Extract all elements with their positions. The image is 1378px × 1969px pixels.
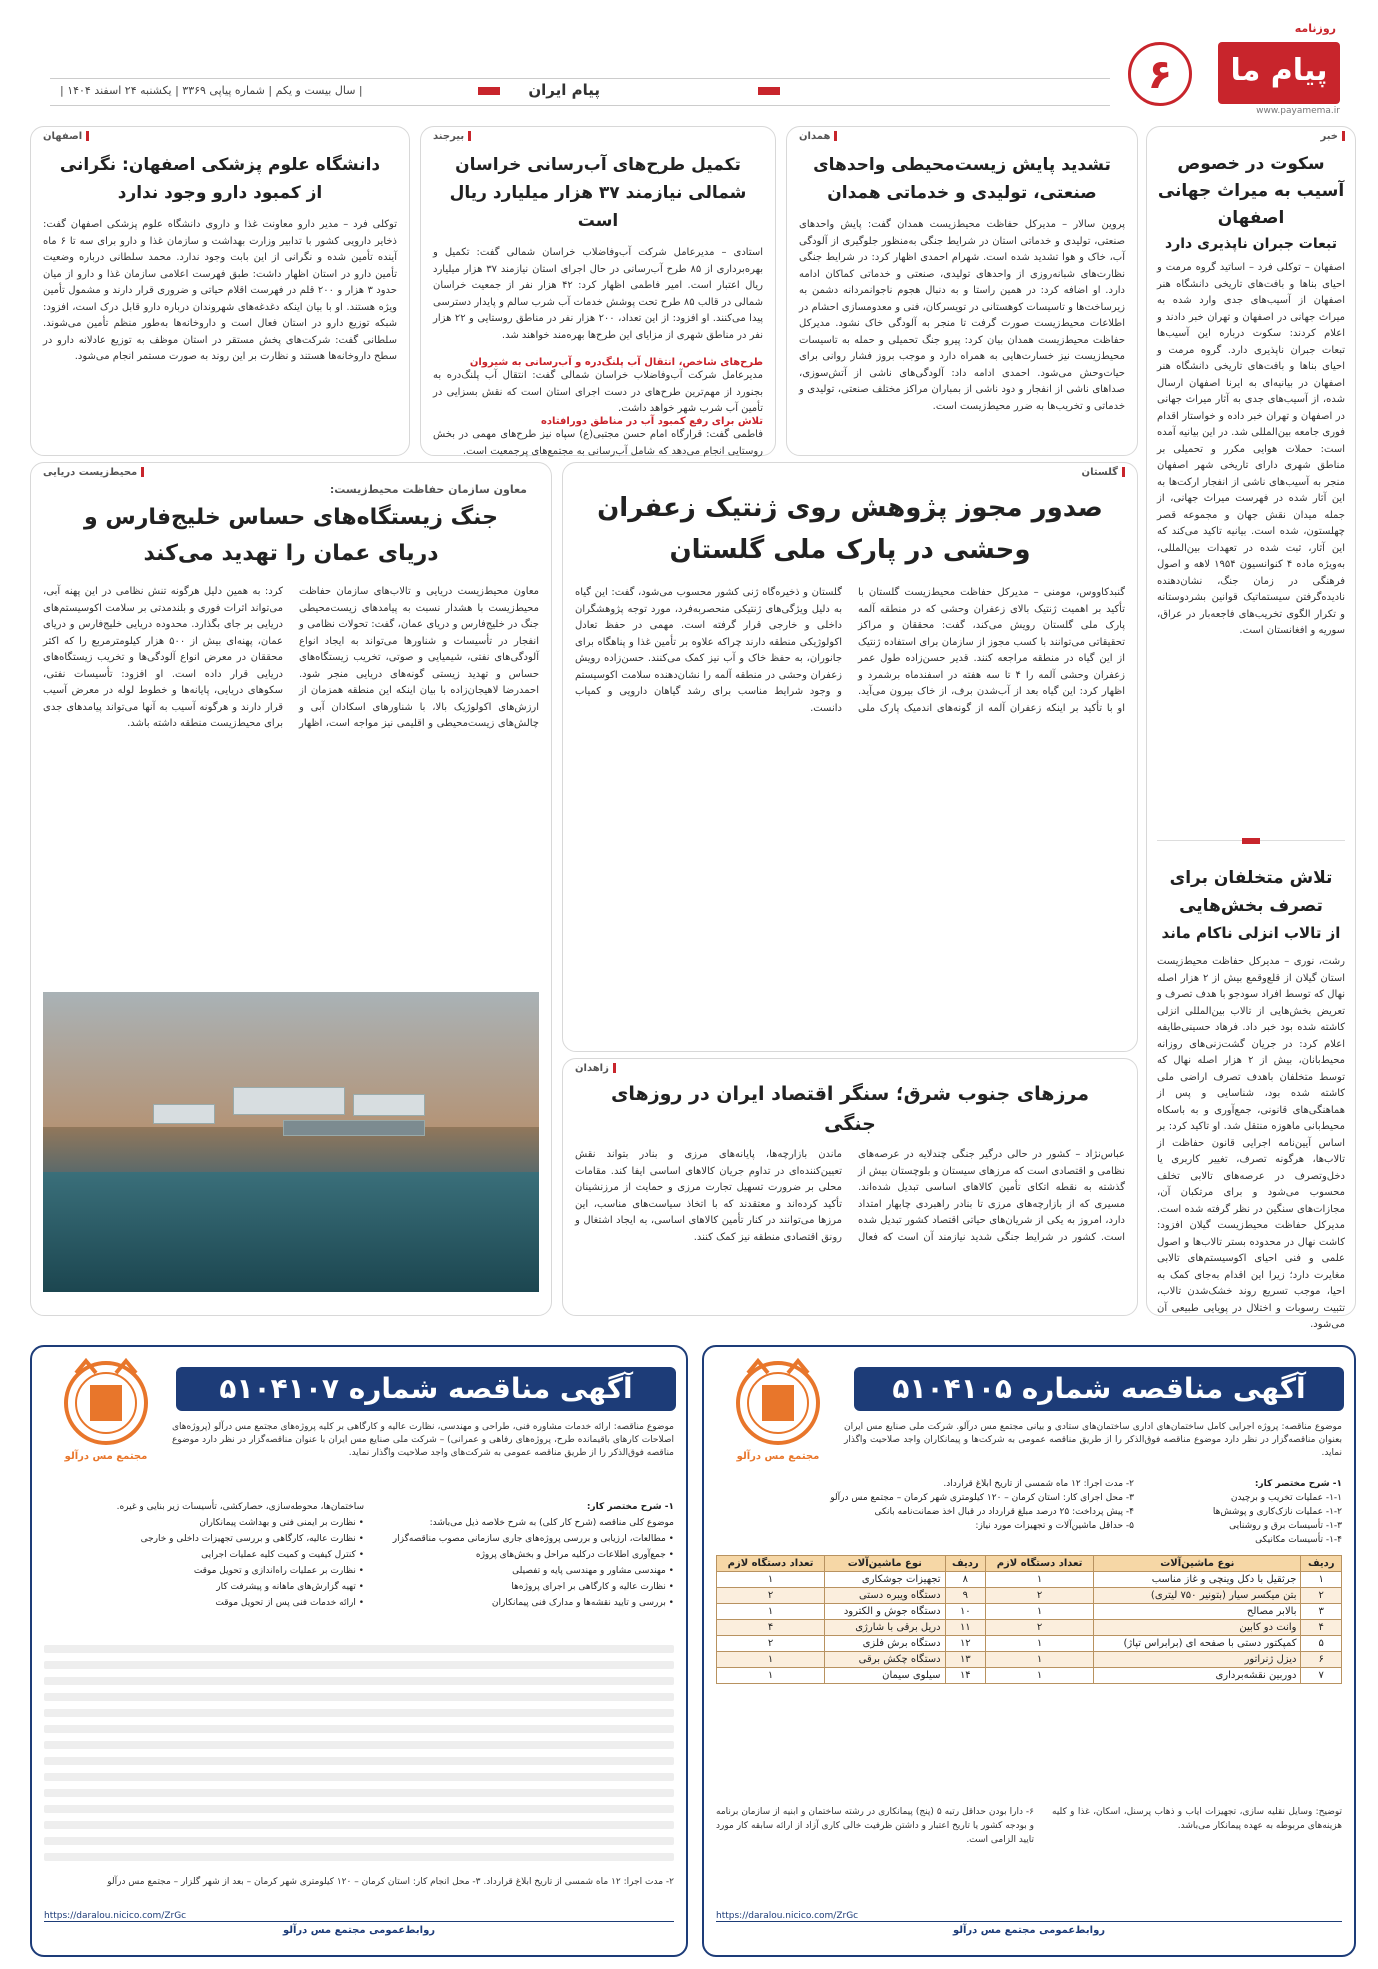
scope-item: • نظارت عالیه و کارگاهی بر اجرای پروژه‌ها	[511, 1582, 674, 1592]
section-tag: همدان	[799, 131, 837, 142]
article-zahedan	[562, 1058, 1138, 1316]
tender-intro: موضوع مناقصه: پروژه اجرایی کامل ساختمان‌های اداری ساختمان‌های ستادی و بیانی مجتمع مس درآلو. شرکت ملی صنایع مس ایران بعنوان مناقصه‌گزار در نظر دارد موضوع مناقصه فوق‌الذکر را از طریق مناقصه عمومی به شرکت‌ها و پیمانکاران واجد صلاحیت واگذار نماید.	[844, 1422, 1342, 1458]
table-cell: ۲	[1301, 1588, 1342, 1604]
table-cell: ۱	[717, 1668, 825, 1684]
table-row	[717, 1652, 1342, 1668]
col-header: تعداد دستگاه لازم	[717, 1556, 825, 1572]
article-headline[interactable]: صدور مجوز پژوهش روی ژنتیک زعفران وحشی در پارک ملی گلستان	[597, 493, 1103, 565]
scope-item: • نظارت بر ایمنی فنی و بهداشت پیمانکاران	[199, 1518, 364, 1528]
article-body: گنبدکاووس، مومنی – مدیرکل حفاظت محیط‌زیست گلستان با تأکید بر اهمیت ژنتیک بالای زعفران وحشی که در منطقه آلمه پارک ملی گلستان رویش می‌کند، گفت: محققان و مراکز تحقیقاتی می‌توانند با کسب مجوز از سازمان برای استفاده ژنتیک از این گیاه در منطقه مراجعه کنند. قدیر حسن‌زاده طول عمر زعفران وحشی آلمه را ۴ تا سه هفته در اسفندماه برشمرد و اظهار کرد: این گیاه بعد از آب‌شدن برف، از خاک بیرون می‌آید. او با تأکید بر اینکه زعفران آلمه از گونه‌های اندمیک پارک ملی گلستان و ذخیره‌گاه ژنی کشور محسوب می‌شود، گفت: این گیاه به دلیل ویژگی‌های ژنتیکی منحصربه‌فرد، مورد توجه پژوهشگران داخلی و خارجی قرار گرفته است. مهمی در حفظ تعادل اکولوژیکی منطقه دارند چراکه علاوه بر تأمین غذا و پناهگاه برای جانوران، به حفظ خاک و آب نیز کمک می‌کنند. حسن‌زاده رویش زعفران وحشی در منطقه آلمه را نشان‌دهنده سلامت اکوسیستم و وجود شرایط مناسب برای رشد گیاهان دارویی و کمیاب دانست.	[575, 587, 1125, 714]
newspaper-label: روزنامه	[1294, 22, 1336, 35]
fine-print-line	[44, 1853, 674, 1861]
section-tag: اصفهان	[43, 131, 89, 142]
masthead	[50, 22, 1340, 116]
term-item: ۵- حداقل ماشین‌آلات و تجهیزات مورد نیاز:	[975, 1521, 1134, 1531]
table-cell: دوربین نقشه‌برداری	[1094, 1668, 1301, 1684]
table-cell: دریل برقی با شارژی	[825, 1620, 946, 1636]
article-persian-gulf	[30, 462, 552, 1316]
tender-footer: روابط‌عمومی مجتمع مس درآلو	[716, 1921, 1342, 1945]
table-cell: ۱	[986, 1652, 1094, 1668]
table-cell: ۱۱	[945, 1620, 986, 1636]
scope-item: • تهیه گزارش‌های ماهانه و پیشرفت کار	[216, 1582, 364, 1592]
article-body-columns	[563, 585, 1137, 1045]
section-tag: محیط‌زیست دریایی	[43, 467, 144, 478]
fine-print-line	[44, 1677, 674, 1685]
table-body	[717, 1572, 1342, 1684]
table-cell: ۱۲	[945, 1636, 986, 1652]
copper-emblem-icon	[52, 1355, 160, 1473]
table-cell: ۲	[986, 1588, 1094, 1604]
col-header: تعداد دستگاه لازم	[986, 1556, 1094, 1572]
table-row	[717, 1668, 1342, 1684]
tender-ad-left	[30, 1345, 688, 1957]
table-cell: ۱	[986, 1572, 1094, 1588]
table-cell: ۱	[986, 1604, 1094, 1620]
table-cell: ۲	[717, 1588, 825, 1604]
table-header-row	[717, 1556, 1342, 1572]
article2-body: رشت، نوری – مدیرکل حفاظت محیط‌زیست استان گیلان از قلع‌وقمع بیش از ۲ هزار اصله نهال که توسط افراد سودجو با هدف تصرف و تعریض بخش‌هایی از تالاب بین‌المللی انزلی کاشته شده بود خبر داد. فرهاد حسینی‌طایفه اعلام کرد: در جریان گشت‌زنی‌های روزانه محیط‌بانان، بیش از ۲ هزار اصله نهال که توسط متخلفان باهدف تصرف اراضی ملی کاشته شده بود، شناسایی و پس از هماهنگی‌های قانونی، جمع‌آوری و به باسکاه محیط‌بانی ماهوزه منتقل شد. او تاکید کرد: بر اساس آیین‌نامه اجرایی قانون حفاظت از تالاب‌ها، هرگونه تصرف، تغییر کاربری یا دخل‌وتصرف در عرصه‌های تالابی تخلف محسوب می‌شود و برای مرتکبان آن، مجازات‌های سنگین در نظر گرفته شده است. مدیرکل حفاظت محیط‌زیست گیلان افزود: کاشت نهال در محدوده بستر تالاب‌ها و اصول علمی و فنی احیای اکوسیستم‌های تالابی مغایرت دارد؛ زیرا این اقدام به‌جای کمک به احیا، موجب تسریع روند خشک‌شدن تالاب، تثبیت رسوبات و اختلال در پویایی طبیعی آن می‌شود.	[1157, 956, 1346, 1330]
issue-info: | سال بیست و یکم | شماره پیاپی ۳۳۶۹ | یکشنبه ۲۴ اسفند ۱۴۰۴ |	[60, 84, 363, 97]
table-cell: ۱	[1301, 1572, 1342, 1588]
table-row	[717, 1572, 1342, 1588]
scope-item: • نظارت بر عملیات راه‌اندازی و تحویل موقت	[193, 1566, 364, 1576]
fine-print-line	[44, 1821, 674, 1829]
scope-item: موضوع کلی مناقصه (شرح کار کلی) به شرح خلاصه ذیل می‌باشد:	[429, 1518, 674, 1528]
news-column-right	[1146, 126, 1356, 1330]
scope-item: ۱-۳- تأسیسات برق و روشنایی	[1229, 1521, 1342, 1531]
emblem-brand: مجتمع مس درآلو	[64, 1451, 148, 1462]
photo-building	[353, 1094, 425, 1116]
scope-item: • مهندسی مشاور و مهندسی پایه و تفصیلی	[512, 1566, 674, 1576]
section-tag: زاهدان	[575, 1063, 616, 1074]
table-cell: دستگاه برش فلزی	[825, 1636, 946, 1652]
article-body-2: مدیرعامل شرکت آب‌وفاضلاب خراسان شمالی گفت: انتقال آب پلنگ‌دره به بجنورد از مهم‌ترین طرح‌های در دست اجرای استان است که نقش بسزایی در تأمین آب شرب شهر خواهد داشت.	[433, 370, 763, 414]
article-subheadline: تبعات جبران ناپذیری دارد	[1165, 236, 1337, 252]
photo-water	[43, 1172, 539, 1292]
table-cell: ۵	[1301, 1636, 1342, 1652]
article-subhead: طرح‌های شاخص، انتقال آب پلنگ‌دره و آب‌رسانی به شیروان	[469, 357, 763, 368]
scope-item: ۱- شرح مختصر کار:	[1254, 1479, 1342, 1489]
article-headline[interactable]: جنگ زیستگاه‌های حساس خلیج‌فارس و دریای عمان را تهدید می‌کند	[84, 505, 498, 566]
table-cell: ۱	[717, 1572, 825, 1588]
table-cell: دستگاه چکش برقی	[825, 1652, 946, 1668]
table-cell: ۶	[1301, 1652, 1342, 1668]
table-cell: دیزل ژنراتور	[1094, 1652, 1301, 1668]
table-row	[717, 1588, 1342, 1604]
fine-print-line	[44, 1757, 674, 1765]
article-headline[interactable]: سکوت در خصوص آسیب به میراث جهانی اصفهان	[1157, 154, 1345, 228]
newspaper-logo: پیام ما	[1218, 42, 1340, 104]
table-cell: کمپکتور دستی با صفحه ای (برابراس تپاژ)	[1094, 1636, 1301, 1652]
table-cell: ۱	[717, 1652, 825, 1668]
tender-link[interactable]: https://daralou.nicico.com/ZrGc	[716, 1911, 859, 1921]
equipment-table	[716, 1555, 1342, 1684]
emblem-brand: مجتمع مس درآلو	[736, 1451, 820, 1462]
scope-item: • جمع‌آوری اطلاعات درکلیه مراحل و بخش‌های پروژه	[475, 1550, 674, 1560]
coastal-facility-photo	[43, 992, 539, 1292]
tender-conditions: توضیح: وسایل نقلیه سازی، تجهیزات ایاب و ذهاب پرسنل، اسکان، غذا و کلیه هزینه‌های مربوطه به عهده پیمانکار می‌باشد.	[1052, 1807, 1342, 1831]
article-birjand	[420, 126, 776, 456]
tender-scope-list	[1152, 1477, 1342, 1547]
site-url[interactable]: www.payamema.ir	[1256, 106, 1340, 116]
table-row	[717, 1636, 1342, 1652]
scope-item: ۱-۱- عملیات تخریب و برچیدن	[1230, 1493, 1342, 1503]
table-cell: ۴	[717, 1620, 825, 1636]
scope-item: • ارائه خدمات فنی پس از تحویل موقت	[215, 1598, 364, 1608]
tender-link[interactable]: https://daralou.nicico.com/ZrGc	[44, 1911, 187, 1921]
photo-building	[153, 1104, 215, 1124]
tender-title: آگهی مناقصه شماره ۵۱۰۴۱۰۷	[176, 1367, 676, 1411]
tender-notes: ۶- دارا بودن حداقل رتبه ۵ (پنج) پیمانکاری در رشته ساختمان و ابنیه از سازمان برنامه و بودجه کشور یا تاریخ اعتبار و داشتن ظرفیت خالی کاری آزاد از ارائه سابقه کار مورد تایید الزامی است.	[716, 1807, 1034, 1845]
fine-print-line	[44, 1725, 674, 1733]
table-cell: ۱	[717, 1604, 825, 1620]
article-body-columns	[563, 1147, 1137, 1337]
article-headline[interactable]: مرزهای جنوب شرق؛ سنگر اقتصاد ایران در روزهای جنگی	[610, 1083, 1089, 1135]
fine-print-line	[44, 1837, 674, 1845]
table-cell: ۱	[986, 1668, 1094, 1684]
scope-item: • کنترل کیفیت و کمیت کلیه عملیات اجرایی	[201, 1550, 364, 1560]
scope-item: ۱-۲- عملیات نازک‌کاری و پوشش‌ها	[1212, 1507, 1342, 1517]
article-body: پروین سالار – مدیرکل حفاظت محیط‌زیست همدان گفت: پایش واحدهای صنعتی، تولیدی و خدماتی استان در شرایط جنگی به‌منظور جلوگیری از آلودگی آب، خاک و هوا تشدید شده است. شهرام احمدی اظهار کرد: در شرایط جنگی نظارت‌های شبانه‌روزی از واحدهای تولیدی، صنعتی و خدماتی کماکان ادامه دارد. او اضافه کرد: در همین راستا و به دنبال هجوم ناجوانمردانه دشمن به زیرساخت‌ها و تاسیسات کوهستانی در تویسرکان، فنی و معدومسازی احشام در اطلاعات محیط‌زیست صورت گرفت تا منجر به آلودگی خاک نشود. مدیرکل حفاظت محیط‌زیست همدان بیان کرد: پیرو جنگ تحمیلی و حمله به تاسیسات محیط‌زیست نیز خسارت‌هایی به همراه دارد و موجب بروز فشار روانی برای حیات‌وحش می‌شود. احمدی ادامه داد: آلودگی‌های ناشی از آتش‌سوزی، صداهای ناشی از انفجار و دود ناشی از بمباران مراکز مختلف صنعتی، تولیدی و خدماتی و تخریب‌ها به ضرر محیط‌زیست است.	[799, 219, 1125, 412]
article-subhead-2: تلاش برای رفع کمبود آب در مناطق دورافتاده	[540, 416, 763, 427]
table-cell: دستگاه جوش و الکترود	[825, 1604, 946, 1620]
tender-terms-list	[716, 1477, 1134, 1533]
scope-item: • بررسی و تایید نقشه‌ها و مدارک فنی پیمانکاران	[491, 1598, 674, 1608]
article-body: استادی – مدیرعامل شرکت آب‌وفاضلاب خراسان شمالی گفت: تکمیل و بهره‌برداری از ۸۵ طرح آب‌رسانی در حال اجرای استان نیازمند ۳۷ هزار میلیارد ریال اعتبار است. امیر فاطمی اظهار کرد: ۴۲ هزار نفر از جمعیت خراسان شمالی در قالب ۸۵ طرح تحت پوشش خدمات آب شرب سالم و پایدار دسترسی پیدا می‌کنند. او افزود: از این تعداد، ۲۰۰ هزار نفر در مناطق روستایی و ۲۲ هزار نفر در مناطق شهری از مزایای این طرح‌ها بهره‌مند خواهند شد.	[433, 247, 764, 341]
fine-print-line	[44, 1709, 674, 1717]
scope-item: ۱- شرح مختصر کار:	[586, 1502, 674, 1512]
article-headline[interactable]: دانشگاه علوم پزشکی اصفهان: نگرانی از کمبود دارو وجود ندارد	[59, 155, 381, 203]
fine-print-line	[44, 1805, 674, 1813]
photo-building	[233, 1087, 345, 1115]
term-item: ۲- مدت اجرا: ۱۲ ماه شمسی از تاریخ ابلاغ قرارداد.	[943, 1479, 1134, 1489]
section-tag: گلستان	[1082, 467, 1125, 478]
col-header: ردیف	[945, 1556, 986, 1572]
table-cell: ۲	[717, 1636, 825, 1652]
table-row	[717, 1604, 1342, 1620]
table-cell: ۳	[1301, 1604, 1342, 1620]
article-body-columns	[31, 584, 551, 982]
article-headline[interactable]: تکمیل طرح‌های آب‌رسانی خراسان شمالی نیازمند ۳۷ هزار میلیارد ریال است	[449, 155, 747, 231]
term-item: ۴- پیش پرداخت: ۲۵ درصد مبلغ قرارداد در قبال اخذ ضمانت‌نامه بانکی	[874, 1507, 1134, 1517]
table-cell: ۷	[1301, 1668, 1342, 1684]
page-number: ۶	[1128, 42, 1192, 106]
scope-item: • نظارت عالیه، کارگاهی و بررسی تجهیزات داخلی و خارجی	[140, 1534, 364, 1544]
table-cell: ۸	[945, 1572, 986, 1588]
table-cell: تجهیزات جوشکاری	[825, 1572, 946, 1588]
table-row	[717, 1620, 1342, 1636]
col-header: نوع ماشین‌آلات	[825, 1556, 946, 1572]
fine-print-line	[44, 1645, 674, 1653]
article2-headline-2[interactable]: تصرف بخش‌هایی	[1179, 896, 1323, 916]
article-body: عباس‌نژاد – کشور در حالی درگیر جنگی چندلایه در عرصه‌های نظامی و اقتصادی است که مرزهای سیستان و بلوچستان بیش از گذشته به نقطه اتکای تأمین کالاهای اساسی تبدیل شده‌اند. مسیری که از بازارچه‌های مرزی تا بنادر راهبردی چابهار امتداد دارد، امروز به یکی از شریان‌های حیاتی اقتصاد کشور تبدیل شده است. کشور در شرایط جنگی شدید نیازمند آن است که فعال ماندن بازارچه‌ها، پایانه‌های مرزی و بنادر بتواند نقش تعیین‌کننده‌ای در تداوم جریان کالاهای اساسی ایفا کند. مقامات محلی بر ضرورت تسهیل تجارت مرزی و حمایت از مرزنشینان تأکید کرده‌اند و معتقدند که با اتخاذ سیاست‌های مناسب، این مرزها می‌توانند در کنار تأمین کالاهای اساسی، به ایجاد اشتغال و رونق اقتصادی منطقه نیز کمک کنند.	[575, 1149, 1125, 1243]
section-title: پیام ایران	[528, 81, 600, 99]
table-cell: ۲	[986, 1620, 1094, 1636]
article-kicker: معاون سازمان حفاظت محیط‌زیست:	[329, 483, 527, 496]
tender-intro: موضوع مناقصه: ارائه خدمات مشاوره فنی، طراحی و مهندسی، نظارت عالیه و کارگاهی بر کلیه پروژه‌های مجتمع مس درآلو (پروژه‌های اصلاحات کارهای باقیمانده طرح، پروژه‌های رفاهی و عمرانی) – شرکت ملی صنایع مس ایران با عنوان مناقصه‌گزار در نظر دارد موضوع مناقصه فوق‌الذکر را از طریق مناقصه عمومی به شرکت‌های واجد صلاحیت واگذار نماید.	[172, 1422, 674, 1458]
table-cell: سیلوی سیمان	[825, 1668, 946, 1684]
term-item: ۳- محل اجرای کار: استان کرمان – ۱۲۰ کیلومتری شهر کرمان – مجتمع مس درآلو	[830, 1493, 1134, 1503]
photo-pier	[283, 1120, 425, 1136]
article-body-3: فاطمی گفت: قرارگاه امام حسن مجتبی(ع) سپاه نیز طرح‌های مهمی در بخش روستایی انجام می‌دهد که شامل آب‌رسانی به مجتمع‌های پرجمعیت است.	[433, 429, 763, 457]
tender-footer: روابط‌عمومی مجتمع مس درآلو	[44, 1921, 674, 1945]
section-strip	[50, 78, 1110, 106]
table-cell: ۴	[1301, 1620, 1342, 1636]
section-marker-right	[758, 87, 780, 95]
tender-notes: ۲- مدت اجرا: ۱۲ ماه شمسی از تاریخ ابلاغ قرارداد. ۳- محل انجام کار: استان کرمان – ۱۲۰ کیلومتری شهر کرمان – بعد از شهر گلزار – مجتمع مس درآلو	[107, 1877, 674, 1887]
article-body: اصفهان – توکلی فرد – اساتید گروه مرمت و احیای بناها و بافت‌های تاریخی دانشگاه هنر اصفهان از آسیب‌های جدی وارد شده به میراث جهانی در اصفهان و تهران خبر دادند و اعلام کردند: سکوت درباره این آسیب‌ها تبعات جبران ناپذیری دارد. گروه مرمت و احیای بناها و بافت‌های تاریخی دانشگاه هنر اصفهان در بیانیه‌ای به ایرنا اصفهان ارسال شده، از آسیب‌های جدی به آثار میراث جهانی در اصفهان و تهران خبر داده و خواستار اقدام فوری جامعه بین‌المللی شد. در این بیانیه آمده است: حملات هوایی مکرر و تحمیلی بر مناطق شهری دارای تاریخی شهر اصفهان منجر به آسیب‌های ناشی از انفجار ارکت‌ها به این آثار شده در فهرست میراث جهانی، از جمله میدان نقش جهان و مجموعه قصر چهلستون، شده است. بیانیه تاکید می‌کند که این آثار، ثبت شده در تعهدات بین‌المللی، به‌ویژه ماده ۴ کنوانسیون ۱۹۵۴ لاهه و اصول فرهنگی در زمان جنگ، نشان‌دهنده نادیده‌گرفتن سیستماتیک قوانین بشردوستانه و تکرار الگوی تخریب‌های فاجعه‌بار در عراق، سوریه و افغانستان است.	[1157, 262, 1345, 636]
article-golestan	[562, 462, 1138, 1052]
table-cell: دستگاه ویبره دستی	[825, 1588, 946, 1604]
equipment-table-wrap	[716, 1555, 1342, 1684]
tender-title: آگهی مناقصه شماره ۵۱۰۴۱۰۵	[854, 1367, 1344, 1411]
tender-scope-left	[44, 1499, 364, 1611]
table-cell: وانت دو کابین	[1094, 1620, 1301, 1636]
section-tag: بیرجند	[433, 131, 471, 142]
tender-ad-right	[702, 1345, 1356, 1957]
col-header: ردیف	[1301, 1556, 1342, 1572]
col-header: نوع ماشین‌آلات	[1094, 1556, 1301, 1572]
article-body: توکلی فرد – مدیر دارو معاونت غذا و داروی دانشگاه علوم پزشکی اصفهان گفت: ذخایر دارویی کشور با تدابیر وزارت بهداشت و سازمان غذا و دارو برای سه تا ۶ ماه آینده تأمین شده و نگرانی از این بابت وجود ندارد. محمد سلطانی درباره وضعیت تأمین دارو در استان اظهار داشت: طبق فهرست اعلامی سازمان غذا و دارو از میان حدود ۳ هزار و ۲۰۰ قلم در فهرست اقلام حیاتی و ضروری قرار دارند و مشمول تأمین ویژه هستند. او با بیان اینکه دغدغه‌های شهروندان درباره دارو قابل درک است، افزود: شبکه توزیع دارو در استان فعال است و داروخانه‌ها به‌طور منظم تأمین می‌شوند. سلطانی گفت: شرکت‌های پخش مستقر در استان موظف به توزیع عادلانه دارو در سطح داروخانه‌ها هستند و نظارت بر این روند به صورت مستمر انجام می‌شود.	[43, 219, 398, 362]
fine-print-line	[44, 1773, 674, 1781]
article-headline[interactable]: تشدید پایش زیست‌محیطی واحدهای صنعتی، تولیدی و خدماتی همدان	[813, 155, 1111, 203]
article-body: معاون محیط‌زیست دریایی و تالاب‌های سازمان حفاظت محیط‌زیست با هشدار نسبت به پیامدهای زیست‌محیطی جنگ در خلیج‌فارس و دریای عمان، گفت: تحولات نظامی و انفجار در تأسیسات و شناورها می‌تواند به ایجاد انواع آلودگی‌های نفتی، شیمیایی و صوتی، تخریب زیستگاه‌های حساس و تهدید زیستی گونه‌های دریایی منجر شود. احمدرضا لاهیجان‌زاده با بیان اینکه این منطقه همزمان از ارزش‌های اکولوژیک بالا، با شناورهای اسکادان آبی و چالش‌های زیست‌محیطی و اقلیمی نیز مواجه است، اظهار کرد: به همین دلیل هرگونه تنش نظامی در این پهنه آبی، می‌تواند اثرات فوری و بلندمدتی بر سلامت اکوسیستم‌های دریایی بر جای بگذارد. محدوده دریایی خلیج‌فارس و دریای عمان، پهنه‌ای بیش از ۵۰۰ هزار کیلومترمربع را که اکثر محققان در معرض انواع آلودگی‌ها و تخریب زیستگاه‌های دریایی قرار داده است. او افزود: تأسیسات نفتی، سکوهای دریایی، پایانه‌ها و خطوط لوله در معرض آسیب قرار دارند و هرگونه آسیب به آنها می‌تواند پیامدهای جدی برای محیط‌زیست منطقه داشته باشد.	[43, 586, 539, 729]
section-marker-left	[478, 87, 500, 95]
copper-emblem-icon	[724, 1355, 832, 1473]
table-cell: ۱	[986, 1636, 1094, 1652]
tender-fine-print	[44, 1637, 674, 1867]
fine-print-line	[44, 1661, 674, 1669]
article2-headline-3[interactable]: از تالاب انزلی ناکام ماند	[1161, 924, 1341, 942]
fine-print-line	[44, 1693, 674, 1701]
tender-scope-right	[374, 1499, 674, 1611]
section-tag: خبر	[1320, 131, 1345, 142]
table-cell: بالابر مصالح	[1094, 1604, 1301, 1620]
fine-print-line	[44, 1741, 674, 1749]
table-cell: ۱۰	[945, 1604, 986, 1620]
article2-headline-1[interactable]: تلاش متخلفان برای	[1169, 868, 1333, 888]
fine-print-line	[44, 1789, 674, 1797]
table-cell: ۱۳	[945, 1652, 986, 1668]
scope-item: ۱-۴- تأسیسات مکانیکی	[1255, 1535, 1342, 1545]
fine-print-placeholder	[44, 1645, 674, 1875]
scope-item: • مطالعات، ارزیابی و بررسی پروژه‌های جاری سازمانی مصوب مناقصه‌گزار	[392, 1534, 674, 1544]
article-isfahan	[30, 126, 410, 456]
article-hamedan	[786, 126, 1138, 456]
table-cell: بتن میکسر سیار (بتونیر ۷۵۰ لیتری)	[1094, 1588, 1301, 1604]
table-cell: ۱۴	[945, 1668, 986, 1684]
table-cell: ۹	[945, 1588, 986, 1604]
table-cell: جرثقیل با دکل وینچی و غاز مناسب	[1094, 1572, 1301, 1588]
scope-item: ساختمان‌ها، محوطه‌سازی، حصارکشی، تأسیسات زیر بنایی و غیره.	[116, 1502, 364, 1512]
